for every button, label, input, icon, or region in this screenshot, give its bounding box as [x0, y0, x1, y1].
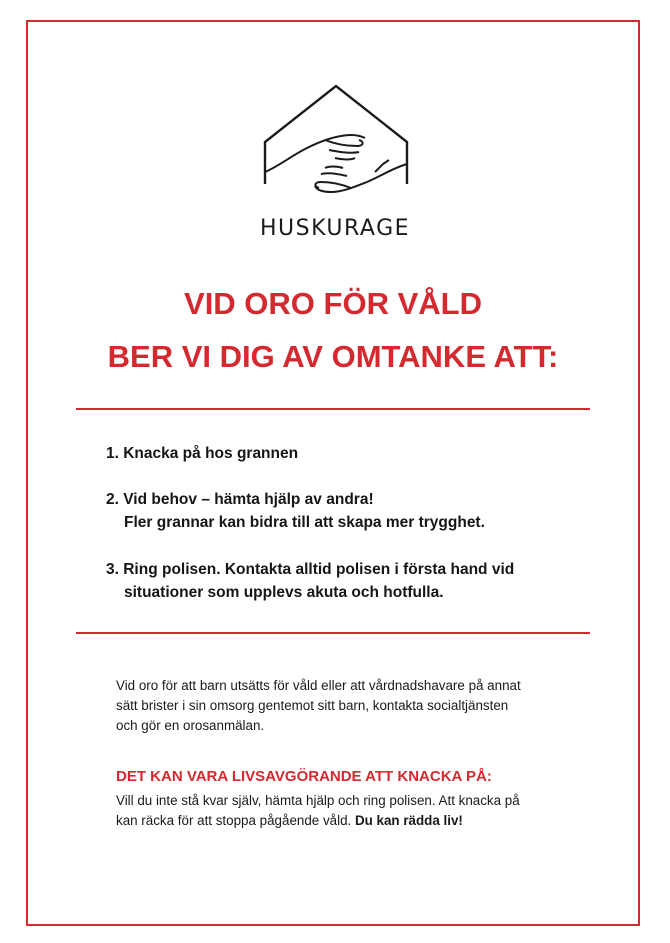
brand-logo-text: HUSKURAGE: [259, 216, 411, 241]
step-2-line-2: Fler grannar kan bidra till att skapa mer trygghet.: [124, 514, 485, 531]
warning-heading: DET KAN VARA LIVSAVGÖRANDE ATT KNACKA PÅ:: [116, 768, 492, 785]
step-3-line-2: situationer som upplevs akuta och hotfulla.: [124, 584, 444, 601]
headline-line-1: VID ORO FÖR VÅLD: [184, 286, 482, 321]
child-info-paragraph: [116, 676, 616, 736]
child-info-line-1: Vid oro för att barn utsätts för våld eller att vårdnadshavare på annat: [116, 678, 521, 693]
headline-line-2: BER VI DIG AV OMTANKE ATT:: [107, 339, 559, 374]
warning-line-1: Vill du inte stå kvar själv, hämta hjälp och ring polisen. Att knacka på: [116, 793, 520, 808]
step-3: [106, 558, 606, 604]
step-3-line-1: 3. Ring polisen. Kontakta alltid polisen i första hand vid: [106, 561, 515, 578]
divider-bottom: [76, 632, 590, 634]
divider-top: [76, 408, 590, 410]
warning-line-2-text: kan räcka för att stoppa pågående våld.: [116, 813, 355, 828]
warning-save-lives: Du kan rädda liv!: [354, 813, 463, 828]
step-2-line-1: 2. Vid behov – hämta hjälp av andra!: [106, 491, 374, 508]
step-1-line-1: 1. Knacka på hos grannen: [106, 445, 299, 462]
warning-line-2: [116, 811, 616, 831]
step-2: [106, 488, 606, 534]
step-1: [106, 442, 606, 465]
child-info-line-3: och gör en orosanmälan.: [116, 718, 265, 733]
child-info-line-2: sätt brister i sin omsorg gentemot sitt barn, kontakta socialtjänsten: [116, 698, 509, 713]
warning-paragraph: [116, 791, 616, 831]
